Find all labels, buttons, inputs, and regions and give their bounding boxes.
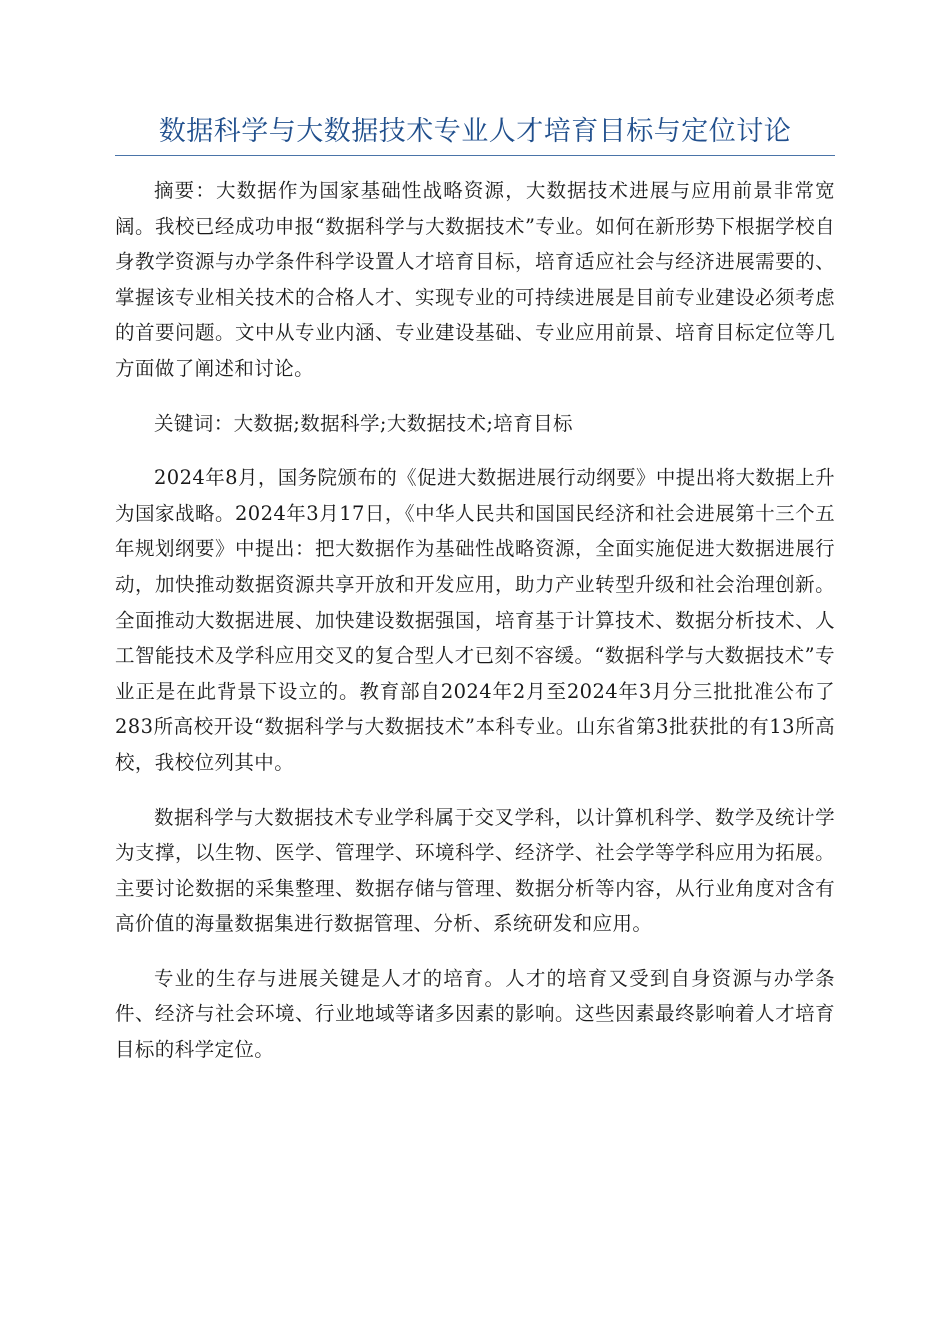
document-title: 数据科学与大数据技术专业人才培育目标与定位讨论 <box>158 116 792 147</box>
abstract-paragraph: 摘要：大数据作为国家基础性战略资源，大数据技术进展与应用前景非常宽阔。我校已经成功申报“数据科学与大数据技术”专业。如何在新形势下根据学校自身教学资源与办学条件科学设置人才培育目标，培育适应社会与经济进展需要的、掌握该专业相关技术的合格人才、实现专业的可持续进展是目前专业建设必须考虑的首要问题。文中从专业内涵、专业建设基础、专业应用前景、培育目标定位等几方面做了阐述和讨论。 <box>115 179 835 380</box>
body-paragraph: 2024年8月，国务院颁布的《促进大数据进展行动纲要》中提出将大数据上升为国家战略。2024年3月17日，《中华人民共和国国民经济和社会进展第十三个五年规划纲要》中提出：把大数据作为基础性战略资源，全面实施促进大数据进展行动，加快推动数据资源共享开放和开发应用，助力产业转型升级和社会治理创新。全面推动大数据进展、加快建设数据强国，培育基于计算技术、数据分析技术、人工智能技术及学科应用交叉的复合型人才已刻不容缓。“数据科学与大数据技术”专业正是在此背景下设立的。教育部自2024年2月至2024年3月分三批批准公布了283所高校开设“数据科学与大数据技术”本科专业。山东省第3批获批的有13所高校，我校位列其中。 <box>115 466 835 774</box>
keywords-paragraph: 关键词：大数据;数据科学;大数据技术;培育目标 <box>154 411 573 435</box>
body-paragraph: 专业的生存与进展关键是人才的培育。人才的培育又受到自身资源与办学条件、经济与社会环境、行业地域等诸多因素的影响。这些因素最终影响着人才培育目标的科学定位。 <box>115 966 835 1062</box>
document-body <box>115 173 835 1087</box>
title-underline <box>115 155 835 156</box>
body-paragraph: 数据科学与大数据技术专业学科属于交叉学科，以计算机科学、数学及统计学为支撑，以生物、医学、管理学、环境科学、经济学、社会学等学科应用为拓展。主要讨论数据的采集整理、数据存储与管理、数据分析等内容，从行业角度对含有高价值的海量数据集进行数据管理、分析、系统研发和应用。 <box>115 805 835 936</box>
